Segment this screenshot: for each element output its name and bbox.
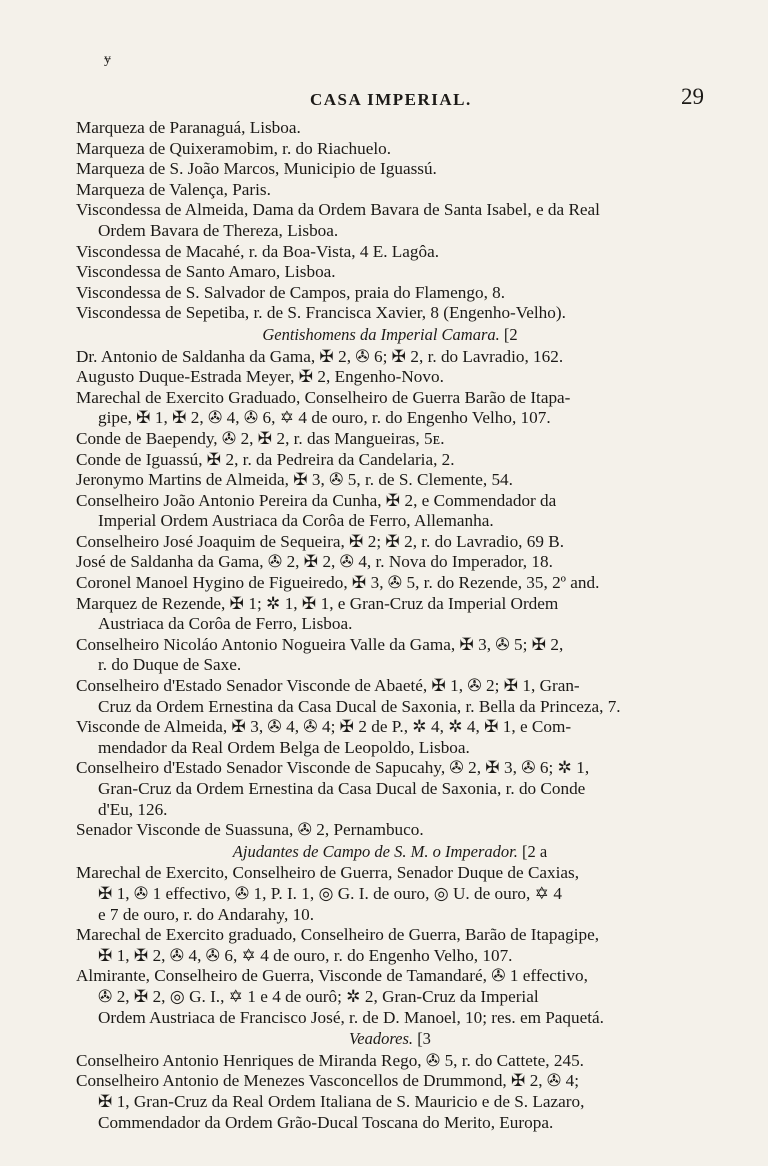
entry-continuation: ✇ 2, ✠ 2, ◎ G. I., ✡ 1 e 4 de ourô; ✲ 2, Gran-Cruz da Imperial <box>98 986 539 1006</box>
entry-continuation: Imperial Ordem Austriaca da Corôa de Ferro, Allemanha. <box>98 511 494 531</box>
entry-line: Marqueza de Paranaguá, Lisboa. <box>76 118 301 137</box>
entry-continuation: mendador da Real Ordem Belga de Leopoldo, Lisboa. <box>98 737 470 757</box>
entry-continuation: r. do Duque de Saxe. <box>98 655 242 675</box>
entry-continuation: Cruz da Ordem Ernestina da Casa Ducal de Saxonia, r. Bella da Princeza, 7. <box>98 696 621 716</box>
entry-continuation: Gran-Cruz da Ordem Ernestina da Casa Ducal de Saxonia, r. do Conde <box>98 779 586 798</box>
entry-line: Viscondessa de Santo Amaro, Lisboa. <box>76 262 336 282</box>
entry-line: Conselheiro Antonio Henriques de Miranda Rego, ✇ 5, r. do Cattete, 245. <box>76 1050 584 1070</box>
entry-continuation: ✠ 1, ✇ 1 effectivo, ✇ 1, P. I. 1, ◎ G. I. de ouro, ◎ U. de ouro, ✡ 4 <box>98 883 562 903</box>
entry-line: Viscondessa de S. Salvador de Campos, praia do Flamengo, 8. <box>76 282 506 302</box>
entry-line: Viscondessa de Sepetiba, r. de S. Francisca Xavier, 8 (Engenho-Velho). <box>76 303 566 323</box>
entry-line: Visconde de Almeida, ✠ 3, ✇ 4, ✇ 4; ✠ 2 de P., ✲ 4, ✲ 4, ✠ 1, e Com- <box>76 717 572 737</box>
page-body <box>76 118 704 1133</box>
entry-line: Conselheiro d'Estado Senador Visconde de Abaeté, ✠ 1, ✇ 2; ✠ 1, Gran- <box>76 676 580 696</box>
entry-line: Viscondessa de Almeida, Dama da Ordem Bavara de Santa Isabel, e da Real <box>76 200 600 220</box>
section-heading <box>76 1029 704 1050</box>
page-number: 29 <box>681 84 704 109</box>
entry-line: Conde de Baependy, ✇ 2, ✠ 2, r. das Mangueiras, 5ᴇ. <box>76 428 445 448</box>
section-count: [3 <box>413 1029 431 1049</box>
entry-continuation: Austriaca da Corôa de Ferro, Lisboa. <box>98 614 353 634</box>
section-title: Ajudantes de Campo de S. M. o Imperador. <box>232 841 518 861</box>
entry-continuation: gipe, ✠ 1, ✠ 2, ✇ 4, ✇ 6, ✡ 4 de ouro, r. do Engenho Velho, 107. <box>98 408 551 428</box>
entry-line: Marechal de Exercito Graduado, Conselheiro de Guerra Barão de Itapa- <box>76 387 571 407</box>
entry-line: Viscondessa de Macahé, r. da Boa-Vista, 4 E. Lagôa. <box>76 241 440 261</box>
entry-line: Senador Visconde de Suassuna, ✇ 2, Pernambuco. <box>76 820 424 840</box>
entry-line: Marechal de Exercito graduado, Conselheiro de Guerra, Barão de Itapagipe, <box>76 925 600 945</box>
entry-line: Marechal de Exercito, Conselheiro de Guerra, Senador Duque de Caxias, <box>76 863 580 883</box>
section-title: Veadores. <box>349 1029 414 1049</box>
entry-line: Augusto Duque-Estrada Meyer, ✠ 2, Engenho-Novo. <box>76 367 444 387</box>
entry-line: Conselheiro Nicoláo Antonio Nogueira Valle da Gama, ✠ 3, ✇ 5; ✠ 2, <box>76 634 564 654</box>
section-count: [2 a <box>517 841 548 861</box>
entry-line: Marquez de Rezende, ✠ 1; ✲ 1, ✠ 1, e Gran-Cruz da Imperial Ordem <box>76 593 559 613</box>
section-title: Gentishomens da Imperial Camara. <box>262 324 500 344</box>
entry-line: Dr. Antonio de Saldanha da Gama, ✠ 2, ✇ 6; ✠ 2, r. do Lavradio, 162. <box>76 346 564 366</box>
section-heading <box>76 325 704 346</box>
entry-line: Jeronymo Martins de Almeida, ✠ 3, ✇ 5, r. de S. Clemente, 54. <box>76 470 513 490</box>
entry-continuation: ✠ 1, ✠ 2, ✇ 4, ✇ 6, ✡ 4 de ouro, r. do Engenho Velho, 107. <box>98 945 513 965</box>
entry-line: Marqueza de Quixeramobim, r. do Riachuelo. <box>76 138 392 158</box>
section-count: [2 <box>499 324 518 344</box>
entry-line: Coronel Manoel Hygino de Figueiredo, ✠ 3, ✇ 5, r. do Rezende, 35, 2º and. <box>76 573 600 593</box>
entry-continuation: Ordem Austriaca de Francisco José, r. de D. Manoel, 10; res. em Paquetá. <box>98 1007 604 1027</box>
entry-line: Conselheiro João Antonio Pereira da Cunha, ✠ 2, e Commendador da <box>76 490 557 510</box>
entry-continuation: d'Eu, 126. <box>98 799 168 819</box>
entry-line: Conselheiro d'Estado Senador Visconde de Sapucahy, ✇ 2, ✠ 3, ✇ 6; ✲ 1, <box>76 758 590 778</box>
entry-line: Almirante, Conselheiro de Guerra, Visconde de Tamandaré, ✇ 1 effectivo, <box>76 966 588 986</box>
entry-line: Marqueza de S. João Marcos, Municipio de Iguassú. <box>76 159 437 179</box>
entry-line: José de Saldanha da Gama, ✇ 2, ✠ 2, ✇ 4, r. Nova do Imperador, 18. <box>76 552 553 572</box>
entry-line: Marqueza de Valença, Paris. <box>76 179 271 199</box>
entry-line: Conde de Iguassú, ✠ 2, r. da Pedreira da Candelaria, 2. <box>76 449 455 469</box>
running-title: CASA IMPERIAL. <box>310 90 472 109</box>
entry-continuation: ✠ 1, Gran-Cruz da Real Ordem Italiana de S. Mauricio e de S. Lazaro, <box>98 1091 585 1111</box>
entry-continuation: Commendador da Ordem Grão-Ducal Toscana do Merito, Europa. <box>98 1112 554 1132</box>
section-heading <box>76 842 704 863</box>
entry-continuation: Ordem Bavara de Thereza, Lisboa. <box>98 220 339 240</box>
entry-continuation: e 7 de ouro, r. do Andarahy, 10. <box>98 904 315 924</box>
entry-line: Conselheiro José Joaquim de Sequeira, ✠ 2; ✠ 2, r. do Lavradio, 69 B. <box>76 531 565 551</box>
entry-line: Conselheiro Antonio de Menezes Vasconcellos de Drummond, ✠ 2, ✇ 4; <box>76 1071 579 1091</box>
margin-mark: ɏ <box>104 52 111 67</box>
